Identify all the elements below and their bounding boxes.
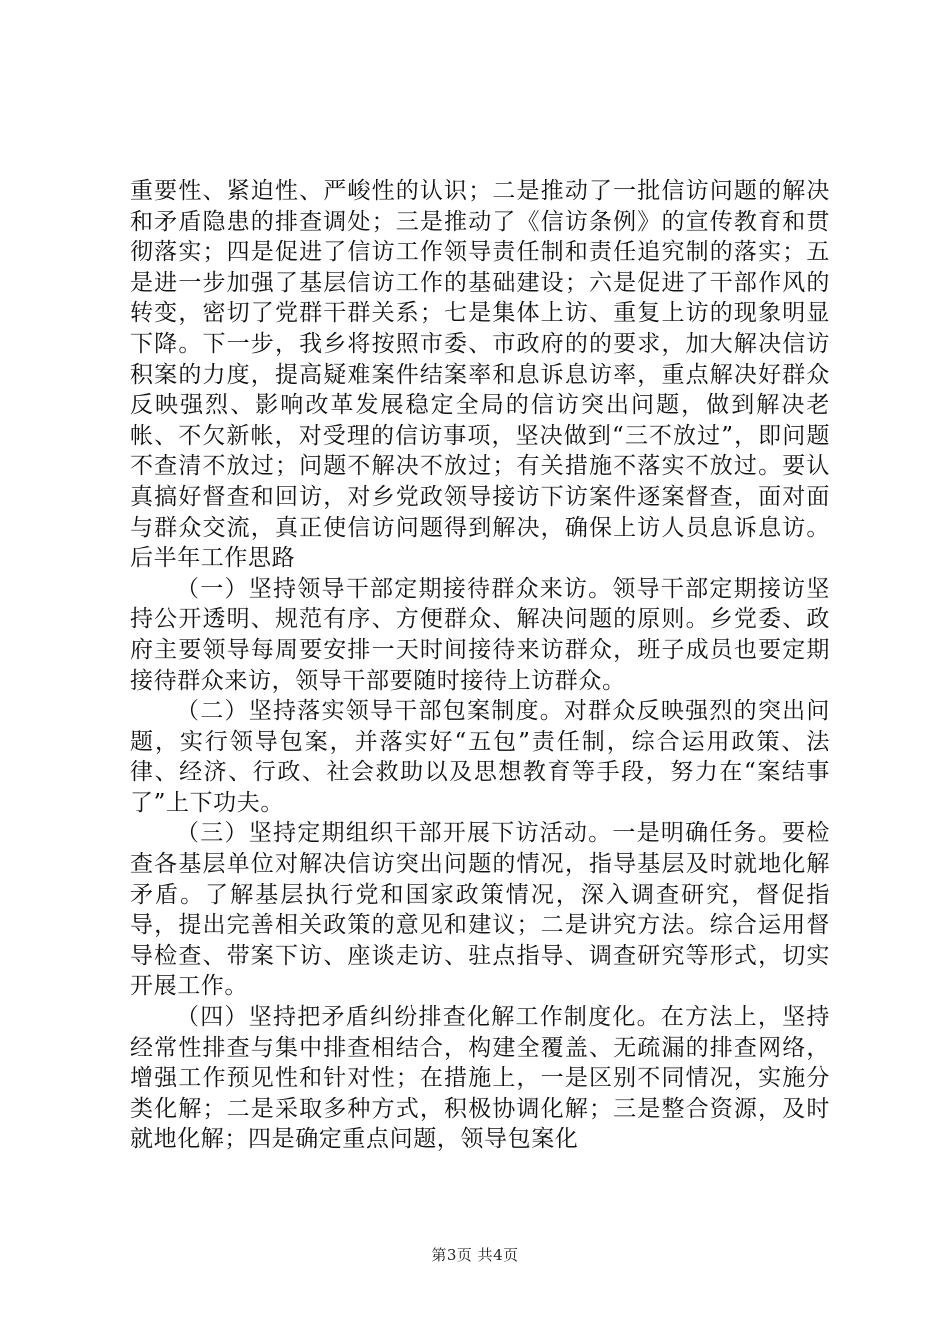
document-body (130, 176, 830, 1155)
paragraph-2: （一）坚持领导干部定期接待群众来访。领导干部定期接访坚持公开透明、规范有序、方便群众、解决问题的原则。乡党委、政府主要领导每周要安排一天时间接待来访群众，班子成员也要定期接待群众来访，领导干部要随时接待上访群众。 (130, 575, 830, 694)
paragraph-5: （四）坚持把矛盾纠纷排查化解工作制度化。在方法上，坚持经常性排查与集中排查相结合，构建全覆盖、无疏漏的排查网络，增强工作预见性和针对性；在措施上，一是区别不同情况，实施分类化解；二是采取多种方式，积极协调化解；三是整合资源，及时就地化解；四是确定重点问题，领导包案化 (130, 1004, 830, 1153)
paragraph-3: （二）坚持落实领导干部包案制度。对群众反映强烈的突出问题，实行领导包案，并落实好“五包”责任制，综合运用政策、法律、经济、行政、社会救助以及思想教育等手段，努力在“案结事了”上下功夫。 (130, 698, 830, 816)
paragraph-1: 重要性、紧迫性、严峻性的认识；二是推动了一批信访问题的解决和矛盾隐患的排查调处；三是推动了《信访条例》的宣传教育和贯彻落实；四是促进了信访工作领导责任制和责任追究制的落实；五是进一步加强了基层信访工作的基础建设；六是促进了干部作风的转变，密切了党群干群关系；七是集体上访、重复上访的现象明显下降。下一步，我乡将按照市委、市政府的的要求，加大解决信访积案的力度，提高疑难案件结案率和息诉息访率，重点解决好群众反映强烈、影响改革发展稳定全局的信访突出问题，做到解决老帐、不欠新帐，对受理的信访事项，坚决做到“三不放过”，即问题不查清不放过；问题不解决不放过；有关措施不落实不放过。要认真搞好督查和回访，对乡党政领导接访下访案件逐案督查，面对面与群众交流，真正使信访问题得到解决，确保上访人员息诉息访。后半年工作思路 (130, 178, 830, 572)
paragraph-4: （三）坚持定期组织干部开展下访活动。一是明确任务。要检查各基层单位对解决信访突出问题的情况，指导基层及时就地化解矛盾。了解基层执行党和国家政策情况，深入调查研究，督促指导，提出完善相关政策的意见和建议；二是讲究方法。综合运用督导检查、带案下访、座谈走访、驻点指导、调查研究等形式，切实开展工作。 (130, 820, 830, 1000)
page-number-footer: 第3页 共4页 (431, 1246, 519, 1264)
